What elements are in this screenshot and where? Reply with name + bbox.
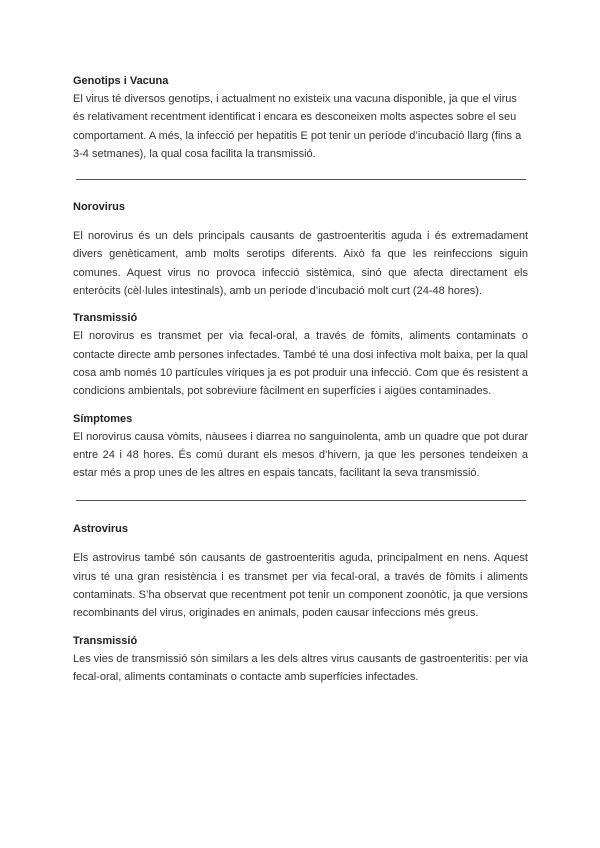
section-heading-genotips: Genotips i Vacuna xyxy=(73,75,169,87)
paragraph-norovirus-transmissio: El norovirus es transmet per via fecal-oral, a través de fòmits, aliments contaminats o contacte directe amb persones infectades. També té una dosi infectiva molt baixa, per la qual cosa amb només 10 partícules víriques ja es pot produir una infecció. Com que és resistent a condicions ambientals, pot sobreviure fàcilment en superfícies i aigües contaminades. xyxy=(73,330,528,398)
subheading-astrovirus-transmissio: Transmissió xyxy=(73,634,138,647)
subheading-norovirus-transmissio: Transmissió xyxy=(73,312,138,325)
section-heading-norovirus: Norovirus xyxy=(73,201,125,214)
section-divider xyxy=(76,500,526,501)
subheading-norovirus-simptomes: Símptomes xyxy=(73,412,133,425)
paragraph-norovirus-simptomes: El norovirus causa vòmits, nàusees i diarrea no sanguinolenta, amb un quadre que pot durar entre 24 i 48 hores. És comú durant els mesos d’hivern, ja que les persones tendeixen a estar més a prop unes de les altres en espais tancats, facilitant la seva transmissió. xyxy=(73,430,528,480)
section-paragraph-norovirus-intro: El norovirus és un dels principals causants de gastroenteritis aguda i és extremadament divers genèticament, amb molts serotips diferents. Això fa que les reinfeccions siguin comunes. Aquest virus no provoca infecció sistèmica, sinó que afecta directament els enteròcits (cèl·lules intestinals), amb un període d’incubació molt curt (24-48 hores). xyxy=(73,230,528,298)
section-paragraph-astrovirus-intro: Els astrovirus també són causants de gastroenteritis aguda, principalment en nens. Aquest virus té una gran resistència i es transmet per via fecal-oral, a través de fòmits i aliments contaminats. S’ha observat que recentment pot tenir un component zoonòtic, ja que versions recombinants del virus, originades en animals, poden causar infeccions més greus. xyxy=(73,552,528,620)
document-content xyxy=(73,72,528,686)
section-heading-astrovirus: Astrovirus xyxy=(73,523,129,536)
section-paragraph-genotips: El virus té diversos genotips, i actualment no existeix una vacuna disponible, ja que el virus és relativament recentment identificat i encara es desconeixen molts aspectes sobre el seu comportament. A més, la infecció per hepatitis E pot tenir un període d’incubació llarg (fins a 3-4 setmanes), la qual cosa facilita la transmissió. xyxy=(73,93,522,160)
section-divider xyxy=(76,179,526,180)
paragraph-astrovirus-transmissio: Les vies de transmissió són similars a les dels altres virus causants de gastroenteritis: per via fecal-oral, aliments contaminats o contacte amb superfícies infectades. xyxy=(73,652,528,683)
